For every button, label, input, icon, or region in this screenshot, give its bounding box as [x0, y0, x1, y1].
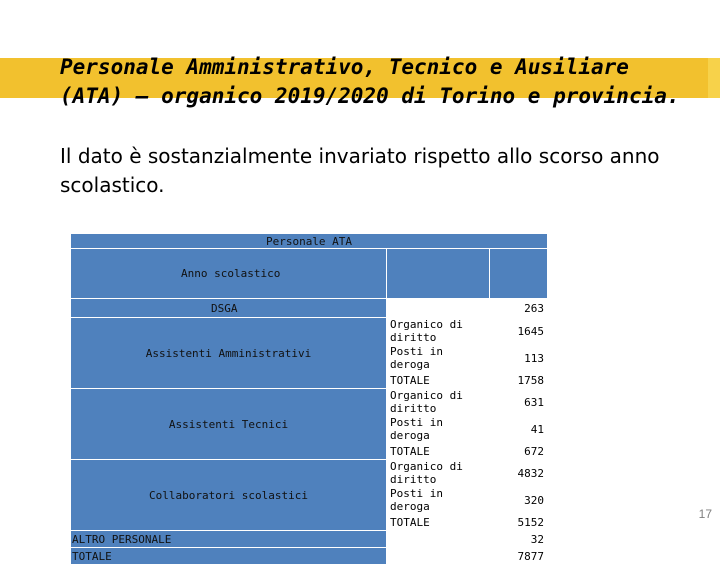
row-type: Organico di diritto: [387, 460, 490, 487]
row-type: Organico di diritto: [387, 389, 490, 416]
page-number: 17: [698, 507, 712, 521]
table-row: [71, 318, 548, 345]
dsga-label: DSGA: [71, 299, 387, 318]
row-value: 631: [490, 389, 548, 416]
row-value: 5152: [490, 514, 548, 531]
row-value: 320: [490, 487, 548, 514]
row-value: 4832: [490, 460, 548, 487]
row-type: TOTALE: [387, 372, 490, 389]
table-row: [71, 389, 548, 416]
accent-bar-end: [708, 58, 720, 98]
altro-value: 32: [490, 531, 548, 548]
table-total-row: [71, 548, 548, 565]
row-value: 113: [490, 345, 548, 372]
dsga-type-empty: [387, 299, 490, 318]
slide-title: Personale Amministrativo, Tecnico e Ausiliare (ATA) – organico 2019/2020 di Torino e provincia.: [60, 55, 680, 108]
row-type: Posti in deroga: [387, 416, 490, 443]
table-row: [71, 299, 548, 318]
table-header-row: [71, 234, 548, 249]
table-year-row: [71, 249, 548, 299]
row-value: 41: [490, 416, 548, 443]
row-value: 1645: [490, 318, 548, 345]
group-label: Collaboratori scolastici: [71, 460, 387, 531]
row-type: TOTALE: [387, 443, 490, 460]
altro-label: ALTRO PERSONALE: [71, 531, 387, 548]
row-type: Organico di diritto: [387, 318, 490, 345]
year-label: Anno scolastico: [71, 249, 387, 299]
altro-type-empty: [387, 531, 490, 548]
group-label: Assistenti Amministrativi: [71, 318, 387, 389]
year-cell-empty: [387, 249, 490, 299]
row-type: Posti in deroga: [387, 487, 490, 514]
year-value-empty: [490, 249, 548, 299]
row-type: Posti in deroga: [387, 345, 490, 372]
row-value: 672: [490, 443, 548, 460]
totale-value: 7877: [490, 548, 548, 565]
row-type: TOTALE: [387, 514, 490, 531]
table-header: Personale ATA: [71, 234, 548, 249]
table-row: [71, 460, 548, 487]
totale-label: TOTALE: [71, 548, 387, 565]
ata-staff-table: [70, 233, 548, 565]
totale-type-empty: [387, 548, 490, 565]
row-value: 1758: [490, 372, 548, 389]
dsga-value: 263: [490, 299, 548, 318]
slide-subtitle: Il dato è sostanzialmente invariato rispetto allo scorso anno scolastico.: [60, 144, 660, 197]
table-row: [71, 531, 548, 548]
group-label: Assistenti Tecnici: [71, 389, 387, 460]
